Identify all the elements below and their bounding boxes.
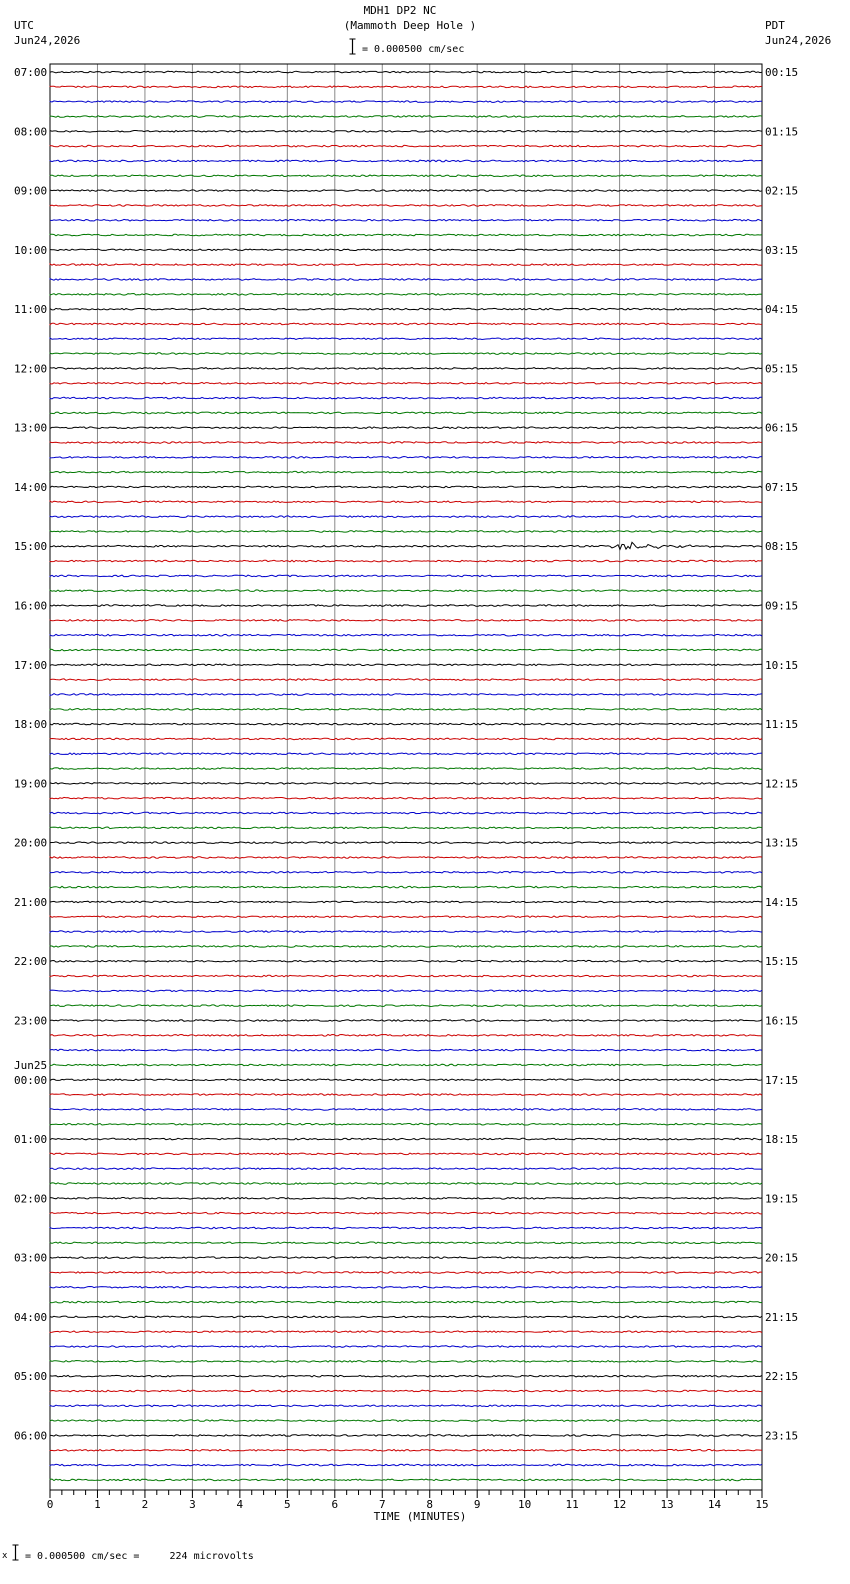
right-hour-label: 19:15 <box>765 1192 799 1206</box>
right-hour-label: 22:15 <box>765 1370 799 1384</box>
left-hour-label: 03:00 <box>14 1251 48 1265</box>
trace-row-64 <box>50 1020 762 1022</box>
trace-row-12 <box>50 249 762 251</box>
right-hour-label: 11:15 <box>765 718 799 732</box>
trace-row-4 <box>50 131 762 133</box>
right-hour-label: 13:15 <box>765 836 799 850</box>
left-hour-label: 06:00 <box>14 1429 48 1443</box>
trace-row-78 <box>50 1227 762 1229</box>
trace-row-9 <box>50 205 762 207</box>
trace-row-43 <box>50 709 762 711</box>
trace-row-66 <box>50 1049 762 1051</box>
right-hour-label: 16:15 <box>765 1014 799 1028</box>
trace-row-59 <box>50 946 762 948</box>
trace-row-79 <box>50 1242 762 1244</box>
right-timezone: PDT <box>765 19 785 32</box>
trace-row-75 <box>50 1183 762 1185</box>
footer-mark: x <box>2 1551 8 1561</box>
left-hour-label: 22:00 <box>14 955 48 969</box>
trace-row-10 <box>50 219 762 221</box>
x-tick-label: 12 <box>612 1498 627 1511</box>
x-tick-label: 3 <box>189 1498 196 1511</box>
x-tick-label: 0 <box>46 1498 54 1511</box>
trace-row-35 <box>50 590 762 592</box>
station-location: (Mammoth Deep Hole ) <box>343 19 477 32</box>
trace-row-19 <box>50 353 762 355</box>
left-hour-label: 12:00 <box>14 362 48 376</box>
left-date: Jun24,2026 <box>14 34 81 47</box>
trace-row-25 <box>50 442 762 444</box>
left-hour-label: 23:00 <box>14 1014 48 1028</box>
trace-row-89 <box>50 1390 762 1392</box>
left-hour-label: 16:00 <box>14 599 48 613</box>
trace-row-32 <box>50 542 762 549</box>
right-hour-label: 12:15 <box>765 777 799 791</box>
left-hour-label: 15:00 <box>14 540 48 554</box>
left-hour-label: 04:00 <box>14 1310 48 1324</box>
trace-row-88 <box>50 1375 762 1377</box>
trace-row-61 <box>50 975 762 977</box>
trace-row-3 <box>50 116 762 118</box>
left-hour-label: 13:00 <box>14 421 48 435</box>
trace-row-72 <box>50 1138 762 1140</box>
trace-row-86 <box>50 1346 762 1348</box>
trace-row-68 <box>50 1079 762 1081</box>
x-tick-label: 6 <box>331 1498 339 1511</box>
trace-row-52 <box>50 842 762 844</box>
left-hour-label: 19:00 <box>14 777 48 791</box>
scale-label: = 0.000500 cm/sec <box>362 44 465 55</box>
right-hour-label: 00:15 <box>765 66 799 79</box>
trace-row-80 <box>50 1257 762 1259</box>
trace-row-77 <box>50 1212 762 1214</box>
trace-row-41 <box>50 679 762 681</box>
trace-row-16 <box>50 308 762 310</box>
trace-row-83 <box>50 1301 762 1303</box>
trace-row-2 <box>50 101 762 103</box>
trace-row-53 <box>50 857 762 859</box>
left-hour-label: 09:00 <box>14 184 48 198</box>
trace-row-82 <box>50 1286 762 1288</box>
x-tick-label: 9 <box>473 1498 481 1511</box>
x-tick-label: 4 <box>236 1498 244 1511</box>
trace-row-45 <box>50 738 762 740</box>
trace-row-29 <box>50 501 762 503</box>
trace-row-60 <box>50 960 762 962</box>
trace-row-84 <box>50 1316 762 1318</box>
trace-row-63 <box>50 1005 762 1007</box>
trace-row-1 <box>50 86 762 88</box>
right-hour-label: 17:15 <box>765 1073 799 1087</box>
trace-row-71 <box>50 1123 762 1125</box>
trace-row-33 <box>50 560 762 562</box>
trace-row-47 <box>50 768 762 770</box>
trace-row-36 <box>50 605 762 607</box>
trace-row-5 <box>50 145 762 147</box>
trace-row-23 <box>50 412 762 414</box>
trace-row-54 <box>50 872 762 874</box>
left-hour-label: 11:00 <box>14 303 48 317</box>
left-hour-label: 00:00 <box>14 1073 48 1087</box>
right-hour-label: 10:15 <box>765 658 799 672</box>
trace-row-26 <box>50 457 762 459</box>
trace-row-38 <box>50 634 762 636</box>
right-hour-label: 18:15 <box>765 1133 799 1147</box>
right-hour-label: 05:15 <box>765 362 799 376</box>
footer-scale-note: = 0.000500 cm/sec = 224 microvolts <box>25 1551 254 1562</box>
right-hour-label: 09:15 <box>765 599 799 613</box>
right-hour-label: 07:15 <box>765 480 799 494</box>
trace-row-46 <box>50 753 762 755</box>
trace-row-27 <box>50 471 762 473</box>
left-hour-label: 17:00 <box>14 658 48 672</box>
footer-scale-bar-icon <box>11 1544 20 1561</box>
trace-row-57 <box>50 916 762 918</box>
trace-row-90 <box>50 1405 762 1407</box>
left-hour-label: 02:00 <box>14 1192 48 1206</box>
trace-row-13 <box>50 264 762 266</box>
trace-row-37 <box>50 620 762 622</box>
trace-row-21 <box>50 382 762 384</box>
left-hour-label: 18:00 <box>14 718 48 732</box>
left-date-label: Jun25 <box>14 1058 48 1072</box>
x-tick-label: 15 <box>755 1498 769 1511</box>
x-tick-label: 10 <box>518 1498 532 1511</box>
trace-row-85 <box>50 1331 762 1333</box>
trace-row-74 <box>50 1168 762 1170</box>
trace-row-93 <box>50 1450 762 1452</box>
trace-row-14 <box>50 279 762 281</box>
left-hour-label: 08:00 <box>14 125 48 139</box>
x-tick-label: 1 <box>94 1498 101 1511</box>
left-hour-label: 05:00 <box>14 1370 48 1384</box>
x-tick-label: 14 <box>707 1498 722 1511</box>
trace-row-22 <box>50 397 762 399</box>
trace-row-34 <box>50 575 762 577</box>
x-axis-label: TIME (MINUTES) <box>373 1510 467 1523</box>
trace-row-11 <box>50 234 762 236</box>
right-hour-label: 04:15 <box>765 303 799 317</box>
trace-row-24 <box>50 427 762 429</box>
trace-row-91 <box>50 1420 762 1422</box>
x-tick-label: 13 <box>660 1498 674 1511</box>
trace-row-58 <box>50 931 762 933</box>
trace-row-50 <box>50 812 762 814</box>
trace-row-17 <box>50 323 762 325</box>
trace-row-94 <box>50 1464 762 1466</box>
x-tick-label: 5 <box>284 1498 291 1511</box>
station-title: MDH1 DP2 NC <box>363 4 437 17</box>
trace-row-76 <box>50 1198 762 1200</box>
trace-row-62 <box>50 990 762 992</box>
trace-row-8 <box>50 190 762 192</box>
right-hour-label: 15:15 <box>765 955 799 969</box>
x-tick-label: 11 <box>565 1498 579 1511</box>
trace-row-49 <box>50 797 762 799</box>
right-date: Jun24,2026 <box>765 34 832 47</box>
trace-row-95 <box>50 1479 762 1481</box>
trace-row-51 <box>50 827 762 829</box>
trace-row-67 <box>50 1064 762 1066</box>
left-hour-label: 14:00 <box>14 480 48 494</box>
right-hour-label: 06:15 <box>765 421 799 435</box>
left-hour-label: 07:00 <box>14 66 48 79</box>
right-hour-label: 14:15 <box>765 895 799 909</box>
trace-row-31 <box>50 531 762 533</box>
right-hour-label: 08:15 <box>765 540 799 554</box>
x-tick-label: 8 <box>426 1498 434 1511</box>
trace-row-15 <box>50 294 762 296</box>
trace-row-44 <box>50 723 762 725</box>
trace-row-69 <box>50 1094 762 1096</box>
trace-row-48 <box>50 783 762 785</box>
right-hour-label: 02:15 <box>765 184 799 198</box>
trace-row-40 <box>50 664 762 666</box>
trace-row-42 <box>50 694 762 696</box>
trace-row-56 <box>50 901 762 903</box>
right-hour-label: 03:15 <box>765 243 799 257</box>
right-hour-label: 21:15 <box>765 1310 799 1324</box>
trace-row-87 <box>50 1361 762 1363</box>
trace-row-73 <box>50 1153 762 1155</box>
trace-row-92 <box>50 1435 762 1437</box>
trace-row-20 <box>50 368 762 370</box>
plot-frame <box>50 64 762 1490</box>
x-tick-label: 7 <box>378 1498 386 1511</box>
left-timezone: UTC <box>14 19 34 32</box>
x-tick-label: 2 <box>141 1498 149 1511</box>
left-hour-label: 21:00 <box>14 895 48 909</box>
trace-row-39 <box>50 649 762 651</box>
trace-row-28 <box>50 486 762 488</box>
trace-row-65 <box>50 1035 762 1037</box>
left-hour-label: 01:00 <box>14 1133 48 1147</box>
trace-row-7 <box>50 175 762 177</box>
left-hour-label: 10:00 <box>14 243 48 257</box>
left-hour-label: 20:00 <box>14 836 48 850</box>
right-hour-label: 01:15 <box>765 125 799 139</box>
trace-row-18 <box>50 338 762 340</box>
trace-row-55 <box>50 886 762 888</box>
trace-row-0 <box>50 71 762 73</box>
trace-row-70 <box>50 1109 762 1111</box>
trace-row-30 <box>50 516 762 518</box>
trace-row-81 <box>50 1272 762 1274</box>
trace-row-6 <box>50 160 762 162</box>
right-hour-label: 20:15 <box>765 1251 799 1265</box>
right-hour-label: 23:15 <box>765 1429 799 1443</box>
